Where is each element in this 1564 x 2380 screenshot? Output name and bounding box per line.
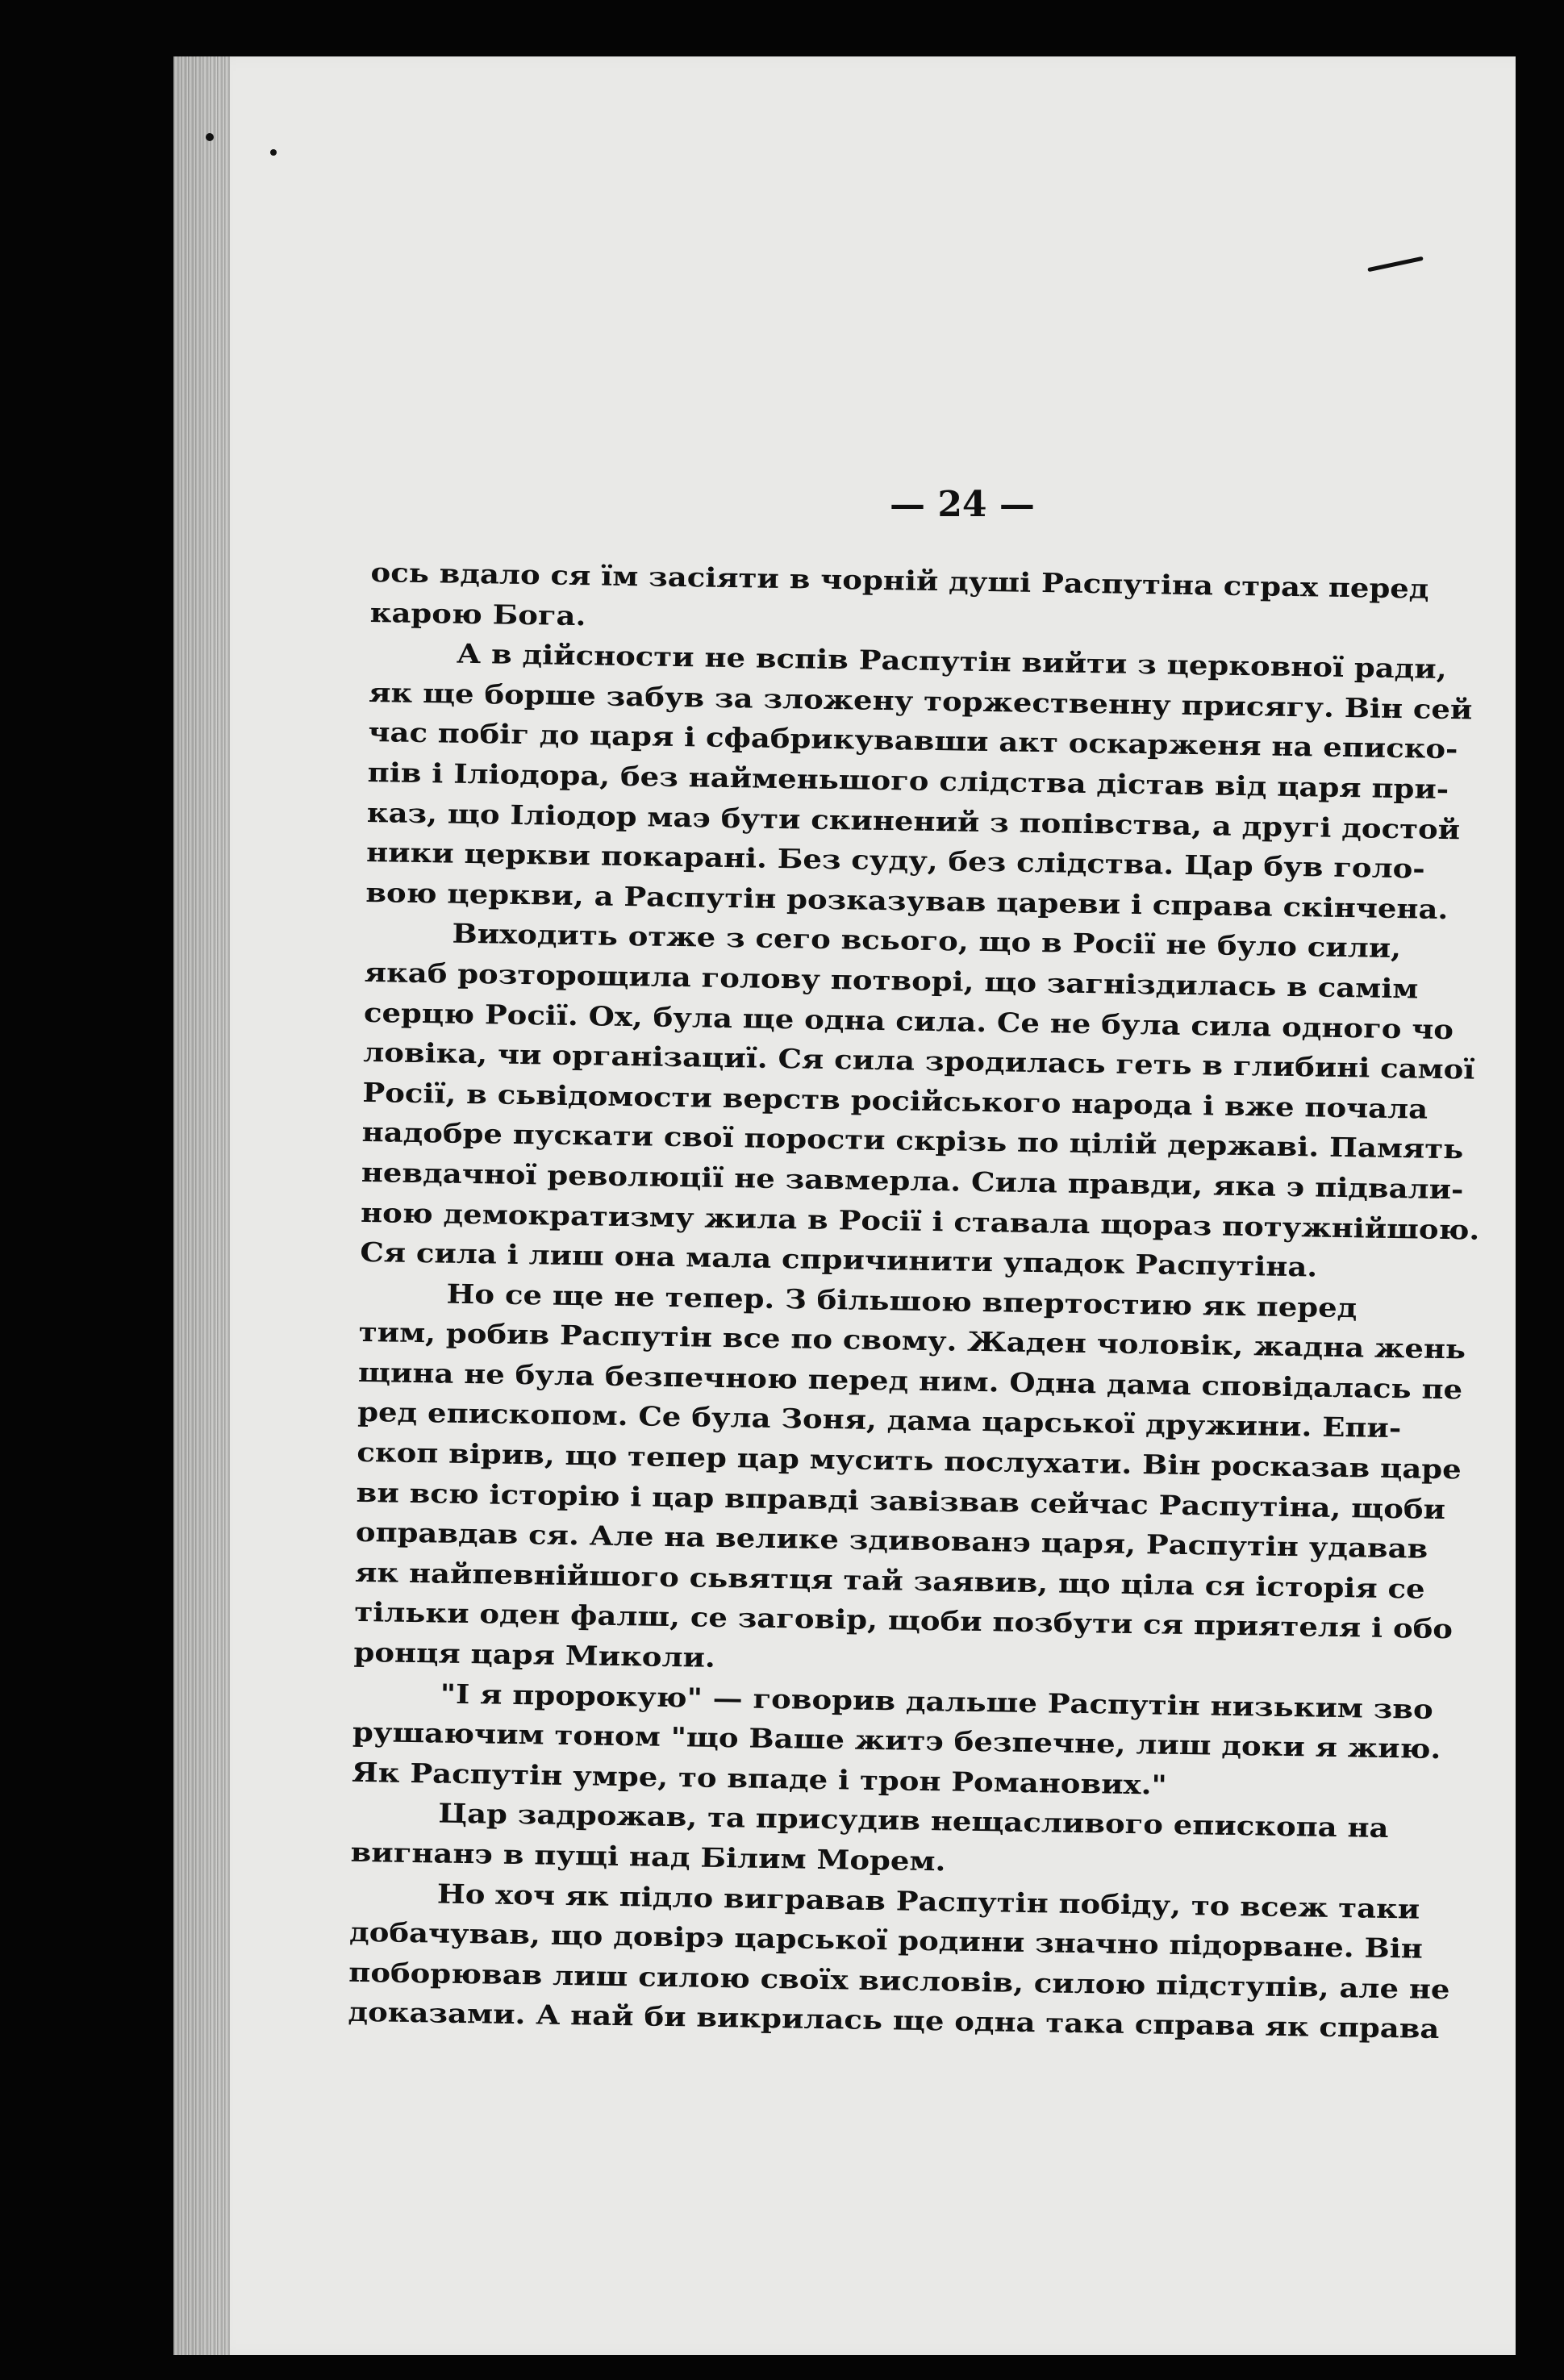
text-line: вигнанэ в пущі над Білим Морем. (350, 1836, 946, 1878)
text-line: доказами. А най би викрилась ще одна така справа як справа (348, 1996, 1440, 2045)
book-spine (173, 56, 230, 2355)
text-line: "І я пророкую" — говорив дальше Распутін низьким зво (440, 1678, 1433, 1725)
text-line: якаб розторощила голову потворі, що загніздилась в самім (364, 956, 1419, 1005)
text-line: скоп вірив, що тепер цар мусить послухати. Він росказав царе (357, 1436, 1462, 1486)
text-line: ники церкви покарані. Без суду, без слідства. Цар був голо- (365, 836, 1425, 885)
text-line: Росії, в сьвідомости верств російського народа і вже почала (362, 1076, 1428, 1125)
text-body (348, 552, 1492, 2050)
text-line: добачував, що довірэ царської родини значно підорване. Він (348, 1915, 1424, 1965)
page-number: — 24 — (890, 484, 1035, 525)
text-line: А в дійсности не вспів Распутін вийти з церковної ради, (456, 637, 1447, 686)
text-line: невдачної революції не завмерла. Сила правди, яка э підвали- (361, 1156, 1464, 1206)
text-line: ви всю історію і цар вправді завізвав сейчас Распутіна, щоби (356, 1476, 1446, 1525)
text-line: ною демократизму жила в Росії і ставала щораз потужнійшою. (360, 1196, 1480, 1246)
text-line: Ся сила і лиш она мала спричинити упадок Распутіна. (360, 1236, 1318, 1283)
text-line: каз, що Іліодор маэ бути скинений з попівства, а другі достой (366, 796, 1461, 845)
ink-speck (270, 149, 277, 156)
text-line: як найпевнійшого сьвятця тай заявив, що ціла ся історія се (354, 1556, 1425, 1605)
ink-speck (1367, 256, 1424, 272)
ink-speck (206, 133, 214, 141)
text-line: Цар задрожав, та присудив нещасливого епископа на (438, 1797, 1389, 1844)
text-line: щина не була безпечною перед ним. Одна дама сповідалась пе (357, 1356, 1463, 1406)
text-line: ось вдало ся їм засіяти в чорній душі Распутіна страх перед (370, 556, 1429, 605)
text-line: надобре пускати свої порости скрізь по цілій державі. Память (361, 1116, 1464, 1165)
text-line: рушаючим тоном "що Ваше житэ безпечне, лиш доки я жию. (352, 1716, 1441, 1765)
text-line: як ще борше забув за зложену торжественну присягу. Він сей (368, 676, 1473, 726)
text-line: ронця царя Миколи. (353, 1636, 716, 1674)
text-line: карою Бога. (369, 596, 586, 631)
text-line: Но хоч як підло вигравав Распутін побіду, то всеж таки (436, 1878, 1420, 1925)
text-line: тим, робив Распутін все по свому. Жаден чоловік, жадна жень (358, 1316, 1466, 1365)
text-line: Но се ще не тепер. З більшою впертостию як перед (446, 1278, 1358, 1323)
text-line: Виходить отже з сего всього, що в Росії не було сили, (452, 917, 1402, 965)
text-line: поборював лиш силою своїх висловів, силою підступів, але не (348, 1956, 1450, 2006)
text-line: Як Распутін умре, то впаде і трон Романових." (351, 1756, 1168, 1801)
text-line: серцю Росії. Ох, була ще одна сила. Се не була сила одного чо (363, 996, 1454, 1045)
text-line: ред епископом. Се була Зоня, дама царської дружини. Епи- (357, 1396, 1402, 1444)
text-line: пів і Іліодора, без найменьшого слідства дістав від царя при- (367, 756, 1449, 805)
text-line: оправдав ся. Але на велике здивованэ царя, Распутін удавав (355, 1516, 1428, 1565)
text-line: час побіг до царя і сфабрикувавши акт оскарженя на еписко- (368, 716, 1458, 765)
text-line: ловіка, чи організациї. Ся сила зродилась геть в глибині самої (362, 1036, 1475, 1086)
text-line: тільки оден фалш, се заговір, щоби позбути ся приятеля і обо (354, 1596, 1453, 1645)
text-line: вою церкви, а Распутін розказував цареви і справа скінчена. (365, 876, 1449, 925)
book-page (173, 56, 1516, 2355)
